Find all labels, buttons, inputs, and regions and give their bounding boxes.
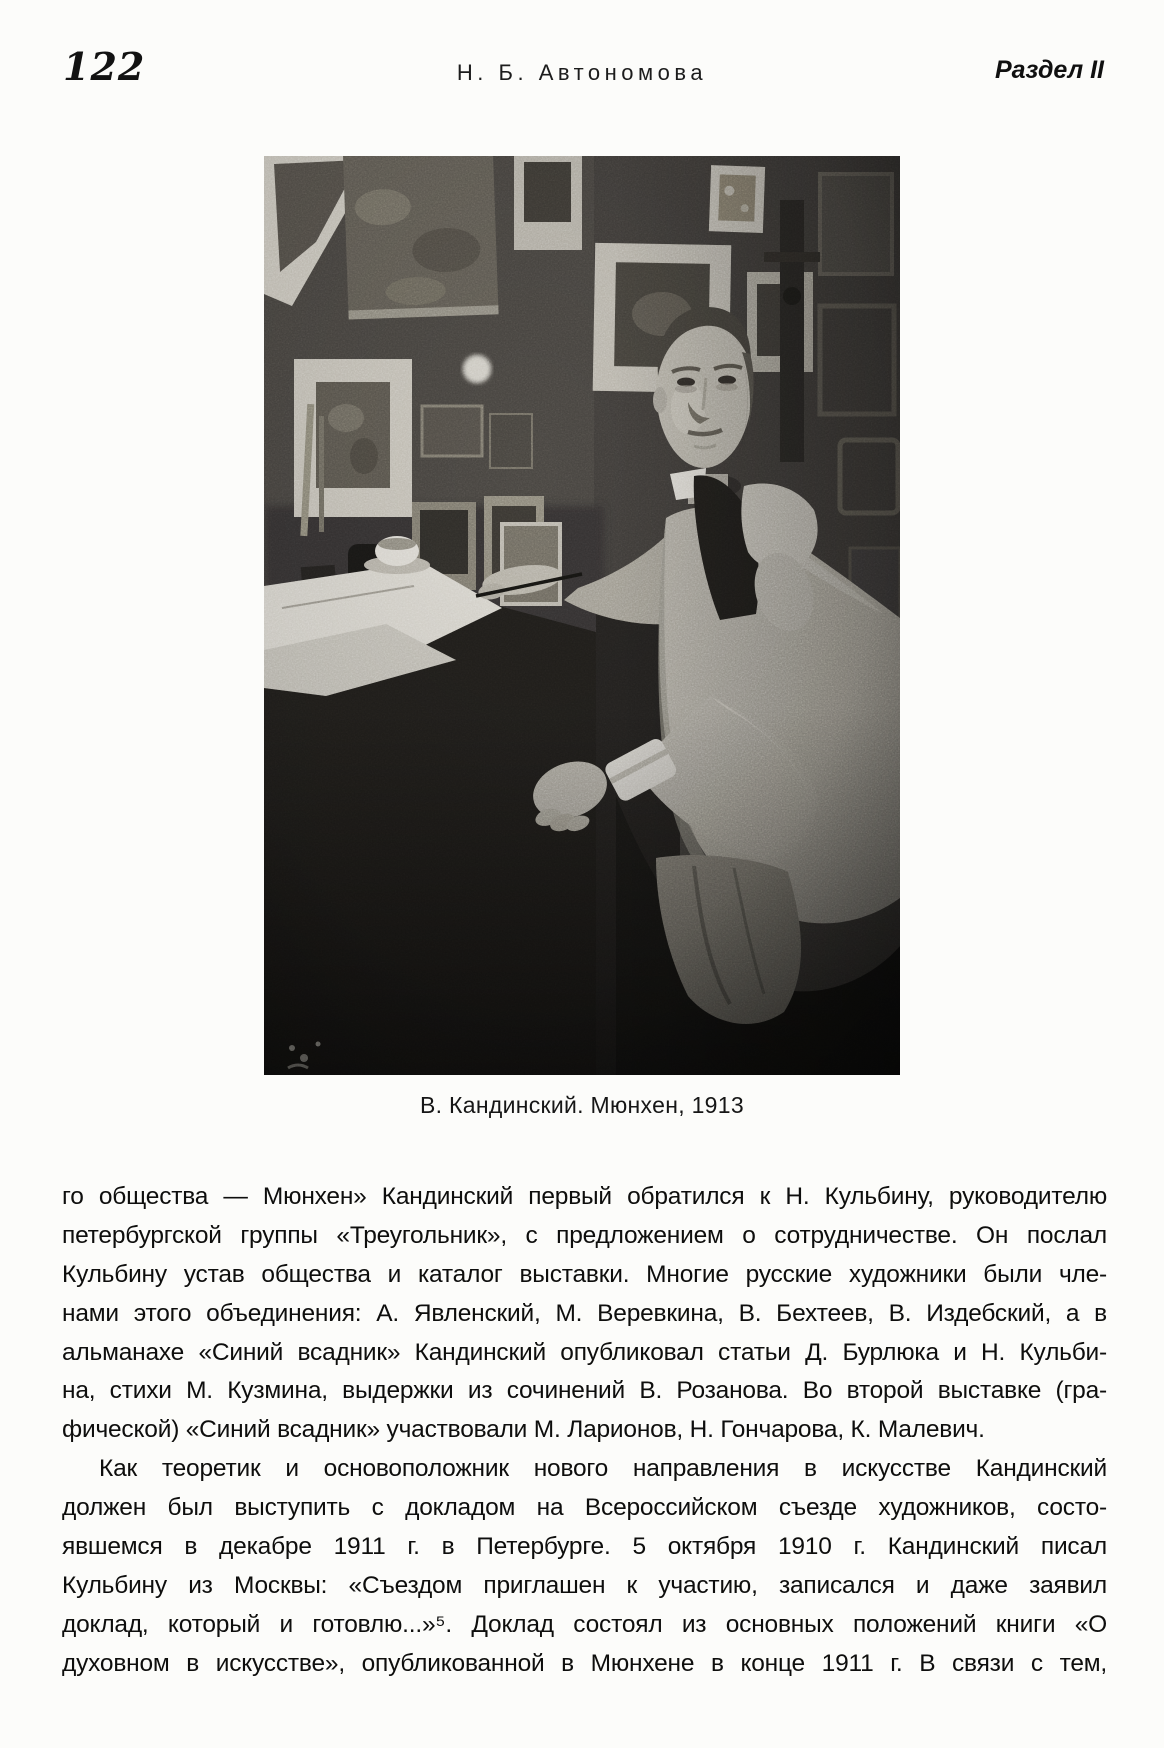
page-number: 122 [63, 44, 146, 89]
body-line: явшемся в декабре 1911 г. в Петербурге. 5 октября 1910 г. Кандинский писал [62, 1533, 1107, 1561]
body-line: альманахе «Синий всадник» Кандинский опубликовал статьи Д. Бурлюка и Н. Кульби- [62, 1338, 1107, 1366]
body-line: Кульбину устав общества и каталог выставки. Многие русские художники были чле- [62, 1260, 1107, 1288]
body-line: Как теоретик и основоположник нового направления в искусстве Кандинский [99, 1455, 1107, 1483]
body-line: Кульбину из Москвы: «Съездом приглашен к участию, записался и даже заявил [62, 1571, 1107, 1599]
kandinsky-photo [264, 156, 900, 1075]
body-line: фической) «Синий всадник» участвовали М. Ларионов, Н. Гончарова, К. Малевич. [62, 1416, 985, 1444]
body-line: духовном в искусстве», опубликованной в Мюнхене в конце 1911 г. В связи с тем, [62, 1649, 1107, 1677]
photo-caption: В. Кандинский. Мюнхен, 1913 [420, 1092, 744, 1118]
body-line: доклад, который и готовлю...»⁵. Доклад состоял из основных положений книги «О [62, 1610, 1107, 1638]
photo-figure [264, 156, 900, 1075]
body-line: должен был выступить с докладом на Всероссийском съезде художников, состо- [62, 1494, 1107, 1522]
body-line: на, стихи М. Кузмина, выдержки из сочинений В. Розанова. Во второй выставке (гра- [62, 1377, 1107, 1405]
body-text [62, 1178, 1107, 1684]
section-label: Раздел II [994, 56, 1104, 84]
running-title: Н. Б. Автономова [456, 60, 708, 85]
body-line: петербургской группы «Треугольник», с предложением о сотрудничестве. Он послал [62, 1221, 1107, 1249]
body-line: нами этого объединения: А. Явленский, М. Веревкина, В. Бехтеев, В. Издебский, а в [62, 1299, 1107, 1327]
body-line: го общества — Мюнхен» Кандинский первый обратился к Н. Кульбину, руководителю [62, 1183, 1107, 1210]
